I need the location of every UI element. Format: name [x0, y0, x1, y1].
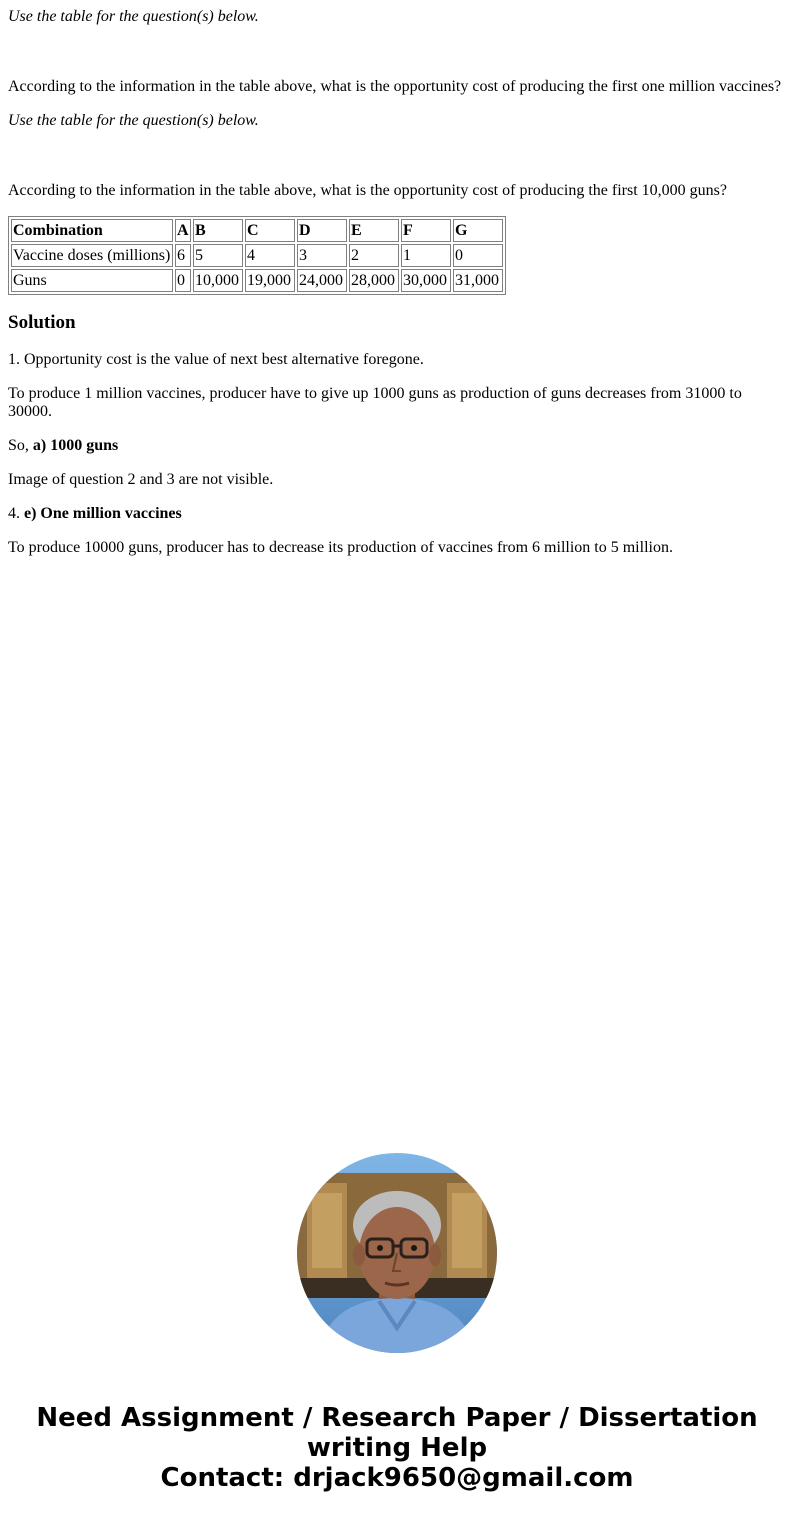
solution-heading: Solution: [8, 312, 76, 333]
table-cell: 0: [175, 269, 191, 292]
table-header-row: [11, 219, 503, 242]
table-header-cell: Combination: [11, 219, 173, 242]
promo-line: Need Assignment / Research Paper / Dissertation: [36, 1403, 758, 1433]
solution-paragraph: To produce 1 million vaccines, producer have to give up 1000 guns as production of guns decreases from 31000 to 30000.: [8, 385, 742, 420]
table-cell: 1: [401, 244, 451, 267]
table-header-cell: G: [453, 219, 503, 242]
avatar: [297, 1153, 497, 1353]
table-cell: 28,000: [349, 269, 399, 292]
table-header-cell: E: [349, 219, 399, 242]
table-header-cell: B: [193, 219, 243, 242]
promo-banner: [0, 1403, 794, 1493]
table-cell: Guns: [11, 269, 173, 292]
table-cell: 5: [193, 244, 243, 267]
tutor-photo-icon: [297, 1153, 497, 1353]
question-1-intro: Use the table for the question(s) below.: [8, 8, 259, 25]
table-header-cell: C: [245, 219, 295, 242]
answer-bold: e) One million vaccines: [24, 505, 182, 522]
table-cell: Vaccine doses (millions): [11, 244, 173, 267]
promo-contact: Contact: drjack9650@gmail.com: [160, 1463, 634, 1493]
table-cell: 4: [245, 244, 295, 267]
table-cell: 6: [175, 244, 191, 267]
table-row: [11, 269, 503, 292]
table-cell: 3: [297, 244, 347, 267]
table-row: [11, 244, 503, 267]
table-cell: 0: [453, 244, 503, 267]
answer-bold: a) 1000 guns: [32, 437, 119, 454]
production-possibilities-table: [8, 216, 506, 295]
answer-prefix: So,: [8, 437, 33, 454]
table-cell: 10,000: [193, 269, 243, 292]
solution-answer-4: [8, 505, 182, 523]
solution-paragraph: 1. Opportunity cost is the value of next best alternative foregone.: [8, 351, 424, 368]
table-header-cell: A: [175, 219, 191, 242]
table-header-cell: D: [297, 219, 347, 242]
table-cell: 2: [349, 244, 399, 267]
question-2-text: According to the information in the table above, what is the opportunity cost of producing the first 10,000 guns?: [8, 182, 727, 199]
question-2-intro: Use the table for the question(s) below.: [8, 112, 259, 129]
question-1-text: According to the information in the table above, what is the opportunity cost of producing the first one million vaccines?: [8, 78, 782, 95]
solution-paragraph: Image of question 2 and 3 are not visible.: [8, 471, 274, 488]
solution-paragraph: To produce 10000 guns, producer has to decrease its production of vaccines from 6 million to 5 million.: [8, 539, 673, 556]
table-cell: 30,000: [401, 269, 451, 292]
solution-answer-1: [8, 437, 118, 455]
answer-prefix: 4.: [8, 505, 24, 522]
table-cell: 31,000: [453, 269, 503, 292]
table-cell: 24,000: [297, 269, 347, 292]
table-header-cell: F: [401, 219, 451, 242]
promo-line: writing Help: [306, 1433, 488, 1463]
table-cell: 19,000: [245, 269, 295, 292]
